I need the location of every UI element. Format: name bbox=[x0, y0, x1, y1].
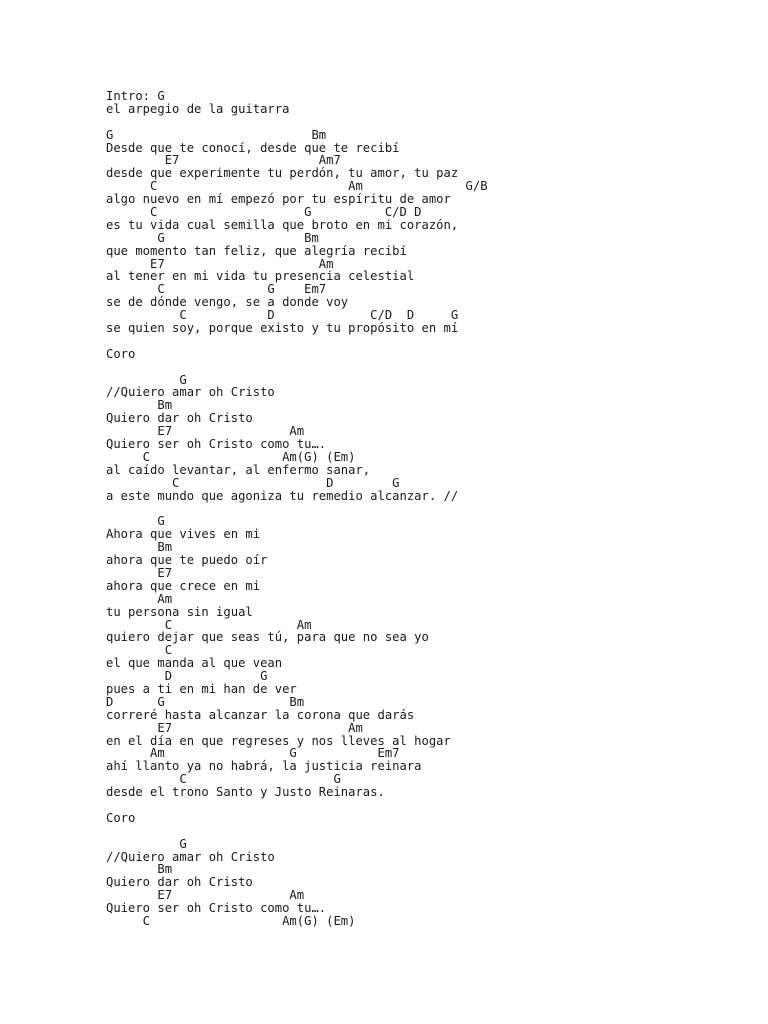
sheet-line bbox=[106, 825, 746, 838]
sheet-line: desde que experimente tu perdón, tu amor, tu paz bbox=[106, 166, 459, 181]
sheet-line: Bm bbox=[106, 862, 173, 877]
sheet-line: G bbox=[106, 836, 187, 851]
sheet-line: al tener en mi vida tu presencia celestial bbox=[106, 269, 415, 284]
sheet-line: E7 bbox=[106, 565, 173, 580]
sheet-line: Desde que te conocí, desde que te recibí bbox=[106, 140, 400, 155]
sheet-line: E7 Am bbox=[106, 256, 334, 271]
sheet-line: Coro bbox=[106, 810, 136, 825]
sheet-line: el arpegio de la guitarra bbox=[106, 101, 290, 116]
sheet-line: G Bm bbox=[106, 127, 327, 142]
sheet-line bbox=[106, 503, 746, 516]
sheet-line: algo nuevo en mí empezó por tu espíritu de amor bbox=[106, 192, 451, 207]
sheet-line: C Am G/B bbox=[106, 179, 488, 194]
sheet-line: C G bbox=[106, 772, 341, 787]
sheet-line: se de dónde vengo, se a donde voy bbox=[106, 295, 349, 310]
sheet-line: pues a ti en mi han de ver bbox=[106, 681, 297, 696]
sheet-line: E7 Am7 bbox=[106, 153, 341, 168]
sheet-line: C D C/D D G bbox=[106, 308, 459, 323]
sheet-line: a este mundo que agoniza tu remedio alcanzar. // bbox=[106, 488, 459, 503]
sheet-line: en el día en que regreses y nos lleves al hogar bbox=[106, 733, 451, 748]
sheet-line: correré hasta alcanzar la corona que darás bbox=[106, 707, 415, 722]
sheet-line: C D G bbox=[106, 475, 400, 490]
sheet-line: //Quiero amar oh Cristo bbox=[106, 849, 275, 864]
sheet-line: es tu vida cual semilla que broto en mi corazón, bbox=[106, 217, 459, 232]
sheet-line: ahí llanto ya no habrá, la justicia reinara bbox=[106, 759, 422, 774]
sheet-line: C G Em7 bbox=[106, 282, 327, 297]
sheet-line: D G bbox=[106, 669, 268, 684]
sheet-line: Am bbox=[106, 591, 173, 606]
sheet-line: Quiero dar oh Cristo bbox=[106, 875, 253, 890]
sheet-line: que momento tan feliz, que alegría recibí bbox=[106, 243, 407, 258]
sheet-line: C Am(G) (Em) bbox=[106, 449, 356, 464]
sheet-line: tu persona sin igual bbox=[106, 604, 253, 619]
sheet-line: ahora que crece en mi bbox=[106, 578, 261, 593]
sheet-line: C Am(G) (Em) bbox=[106, 914, 356, 928]
sheet-line: Ahora que vives en mi bbox=[106, 527, 261, 542]
sheet-line: al caído levantar, al enfermo sanar, bbox=[106, 462, 371, 477]
sheet-line: E7 Am bbox=[106, 720, 363, 735]
sheet-line: Quiero ser oh Cristo como tu…. bbox=[106, 437, 327, 452]
sheet-line: //Quiero amar oh Cristo bbox=[106, 385, 275, 400]
sheet-line: Am G Em7 bbox=[106, 746, 400, 761]
sheet-line: se quien soy, porque existo y tu propósito en mí bbox=[106, 321, 459, 336]
sheet-line: ahora que te puedo oír bbox=[106, 553, 268, 568]
sheet-line: Quiero ser oh Cristo como tu…. bbox=[106, 901, 327, 916]
sheet-line: el que manda al que vean bbox=[106, 656, 283, 671]
sheet-line: E7 Am bbox=[106, 888, 305, 903]
sheet-line: G Bm bbox=[106, 230, 319, 245]
sheet-line bbox=[106, 361, 746, 374]
sheet-line: D G Bm bbox=[106, 694, 305, 709]
chord-sheet bbox=[106, 90, 746, 928]
sheet-line: Quiero dar oh Cristo bbox=[106, 411, 253, 426]
sheet-line: E7 Am bbox=[106, 424, 305, 439]
sheet-line: G bbox=[106, 372, 187, 387]
sheet-line: Bm bbox=[106, 540, 173, 555]
sheet-line: G bbox=[106, 514, 165, 529]
sheet-line: Bm bbox=[106, 398, 173, 413]
sheet-line: Coro bbox=[106, 346, 136, 361]
sheet-line: quiero dejar que seas tú, para que no sea yo bbox=[106, 630, 429, 645]
sheet-line: C Am bbox=[106, 617, 312, 632]
sheet-line: C G C/D D bbox=[106, 205, 422, 220]
sheet-line: C bbox=[106, 643, 173, 658]
sheet-line: desde el trono Santo y Justo Reinaras. bbox=[106, 785, 385, 800]
sheet-line: Intro: G bbox=[106, 89, 165, 103]
sheet-line bbox=[106, 116, 746, 129]
sheet-line bbox=[106, 335, 746, 348]
sheet-line bbox=[106, 799, 746, 812]
